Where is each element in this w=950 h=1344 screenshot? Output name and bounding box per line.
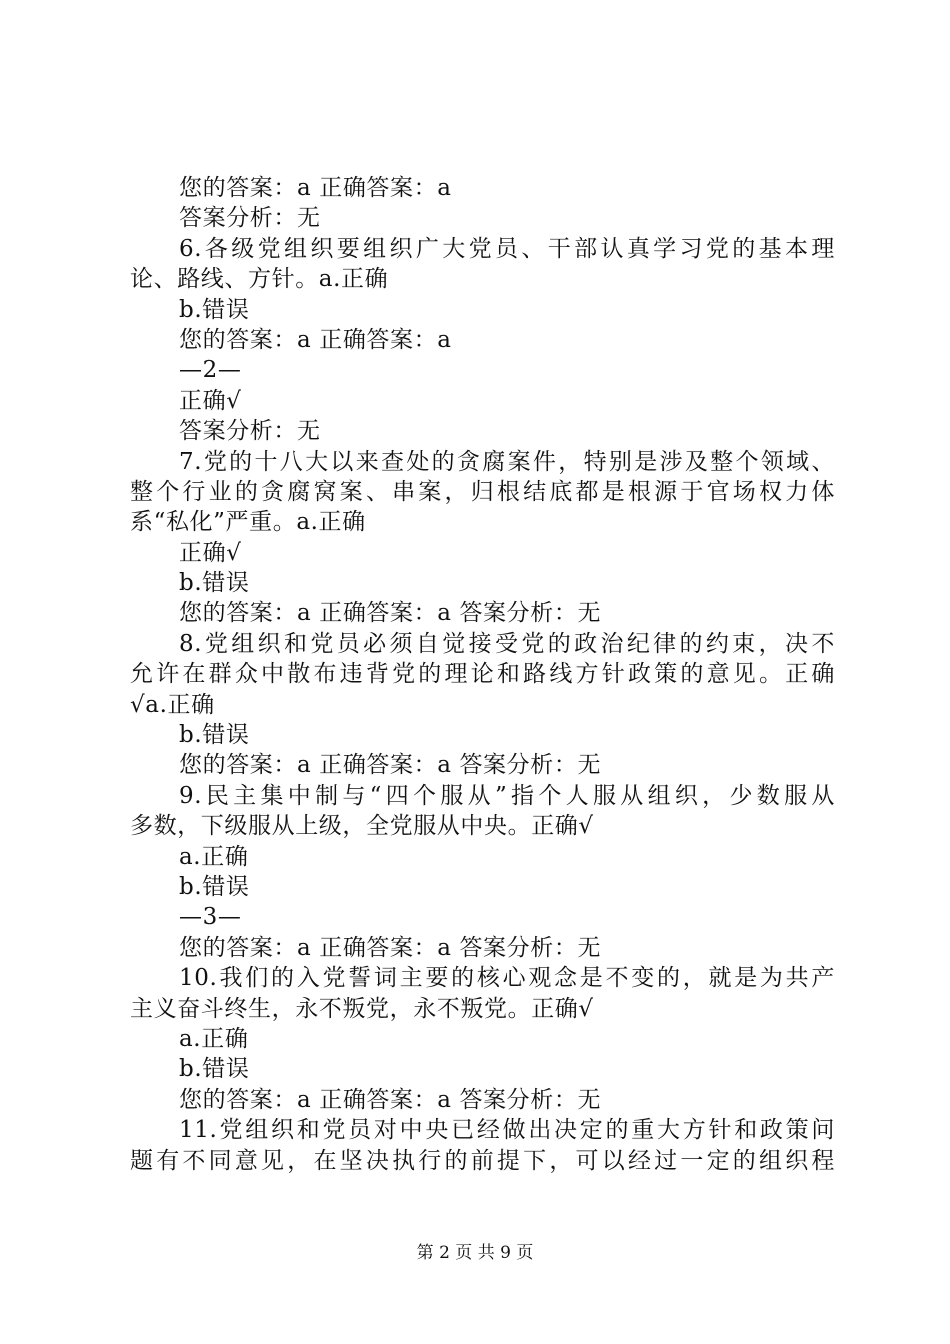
page-number-label: 第 2 页 共 9 页 — [416, 1243, 534, 1263]
text-line: 答案分析：无 — [179, 205, 321, 232]
text-line: 您的答案：a 正确答案：a 答案分析：无 — [179, 934, 602, 961]
text-line: √a.正确 — [130, 691, 215, 718]
document-body — [130, 173, 835, 1176]
text-line: b.错误 — [179, 1056, 250, 1083]
text-line: a.正确 — [179, 843, 249, 870]
text-line: 您的答案：a 正确答案：a — [179, 175, 452, 201]
text-line: 8.党组织和党员必须自觉接受党的政治纪律的约束，决不 — [179, 630, 835, 657]
text-line: 整个行业的贪腐窝案、串案，归根结底都是根源于官场权力体 — [130, 478, 835, 505]
page-footer — [0, 1242, 950, 1264]
text-line: b.错误 — [179, 722, 250, 749]
text-line: b.错误 — [179, 296, 250, 323]
text-line: 6.各级党组织要组织广大党员、干部认真学习党的基本理 — [179, 235, 835, 262]
text-line: 答案分析：无 — [179, 418, 321, 445]
text-line: 您的答案：a 正确答案：a 答案分析：无 — [179, 752, 602, 779]
text-line: b.错误 — [179, 873, 250, 900]
text-line: 正确√ — [179, 539, 242, 566]
text-line: 您的答案：a 正确答案：a — [179, 326, 452, 353]
text-line: —3— — [179, 904, 242, 931]
text-line: 允许在群众中散布违背党的理论和路线方针政策的意见。正确 — [130, 661, 835, 688]
text-line: a.正确 — [179, 1025, 249, 1052]
text-line: 系“私化”严重。a.正确 — [130, 509, 366, 536]
text-line: 7.党的十八大以来查处的贪腐案件，特别是涉及整个领域、 — [179, 448, 835, 475]
text-line: 您的答案：a 正确答案：a 答案分析：无 — [179, 600, 602, 627]
text-line: 正确√ — [179, 387, 242, 414]
text-line: 主义奋斗终生，永不叛党，永不叛党。正确√ — [130, 995, 594, 1022]
text-line: 11.党组织和党员对中央已经做出决定的重大方针和政策问 — [179, 1117, 835, 1144]
text-line: 10.我们的入党誓词主要的核心观念是不变的，就是为共产 — [179, 965, 835, 992]
text-line: 9.民主集中制与“四个服从”指个人服从组织，少数服从 — [179, 782, 835, 809]
text-line: b.错误 — [179, 570, 250, 597]
text-line: —2— — [179, 357, 242, 384]
text-line: 多数，下级服从上级，全党服从中央。正确√ — [130, 813, 594, 840]
text-line: 您的答案：a 正确答案：a 答案分析：无 — [179, 1086, 602, 1113]
text-line: 题有不同意见，在坚决执行的前提下，可以经过一定的组织程 — [130, 1147, 835, 1174]
text-line: 论、路线、方针。a.正确 — [130, 266, 389, 293]
